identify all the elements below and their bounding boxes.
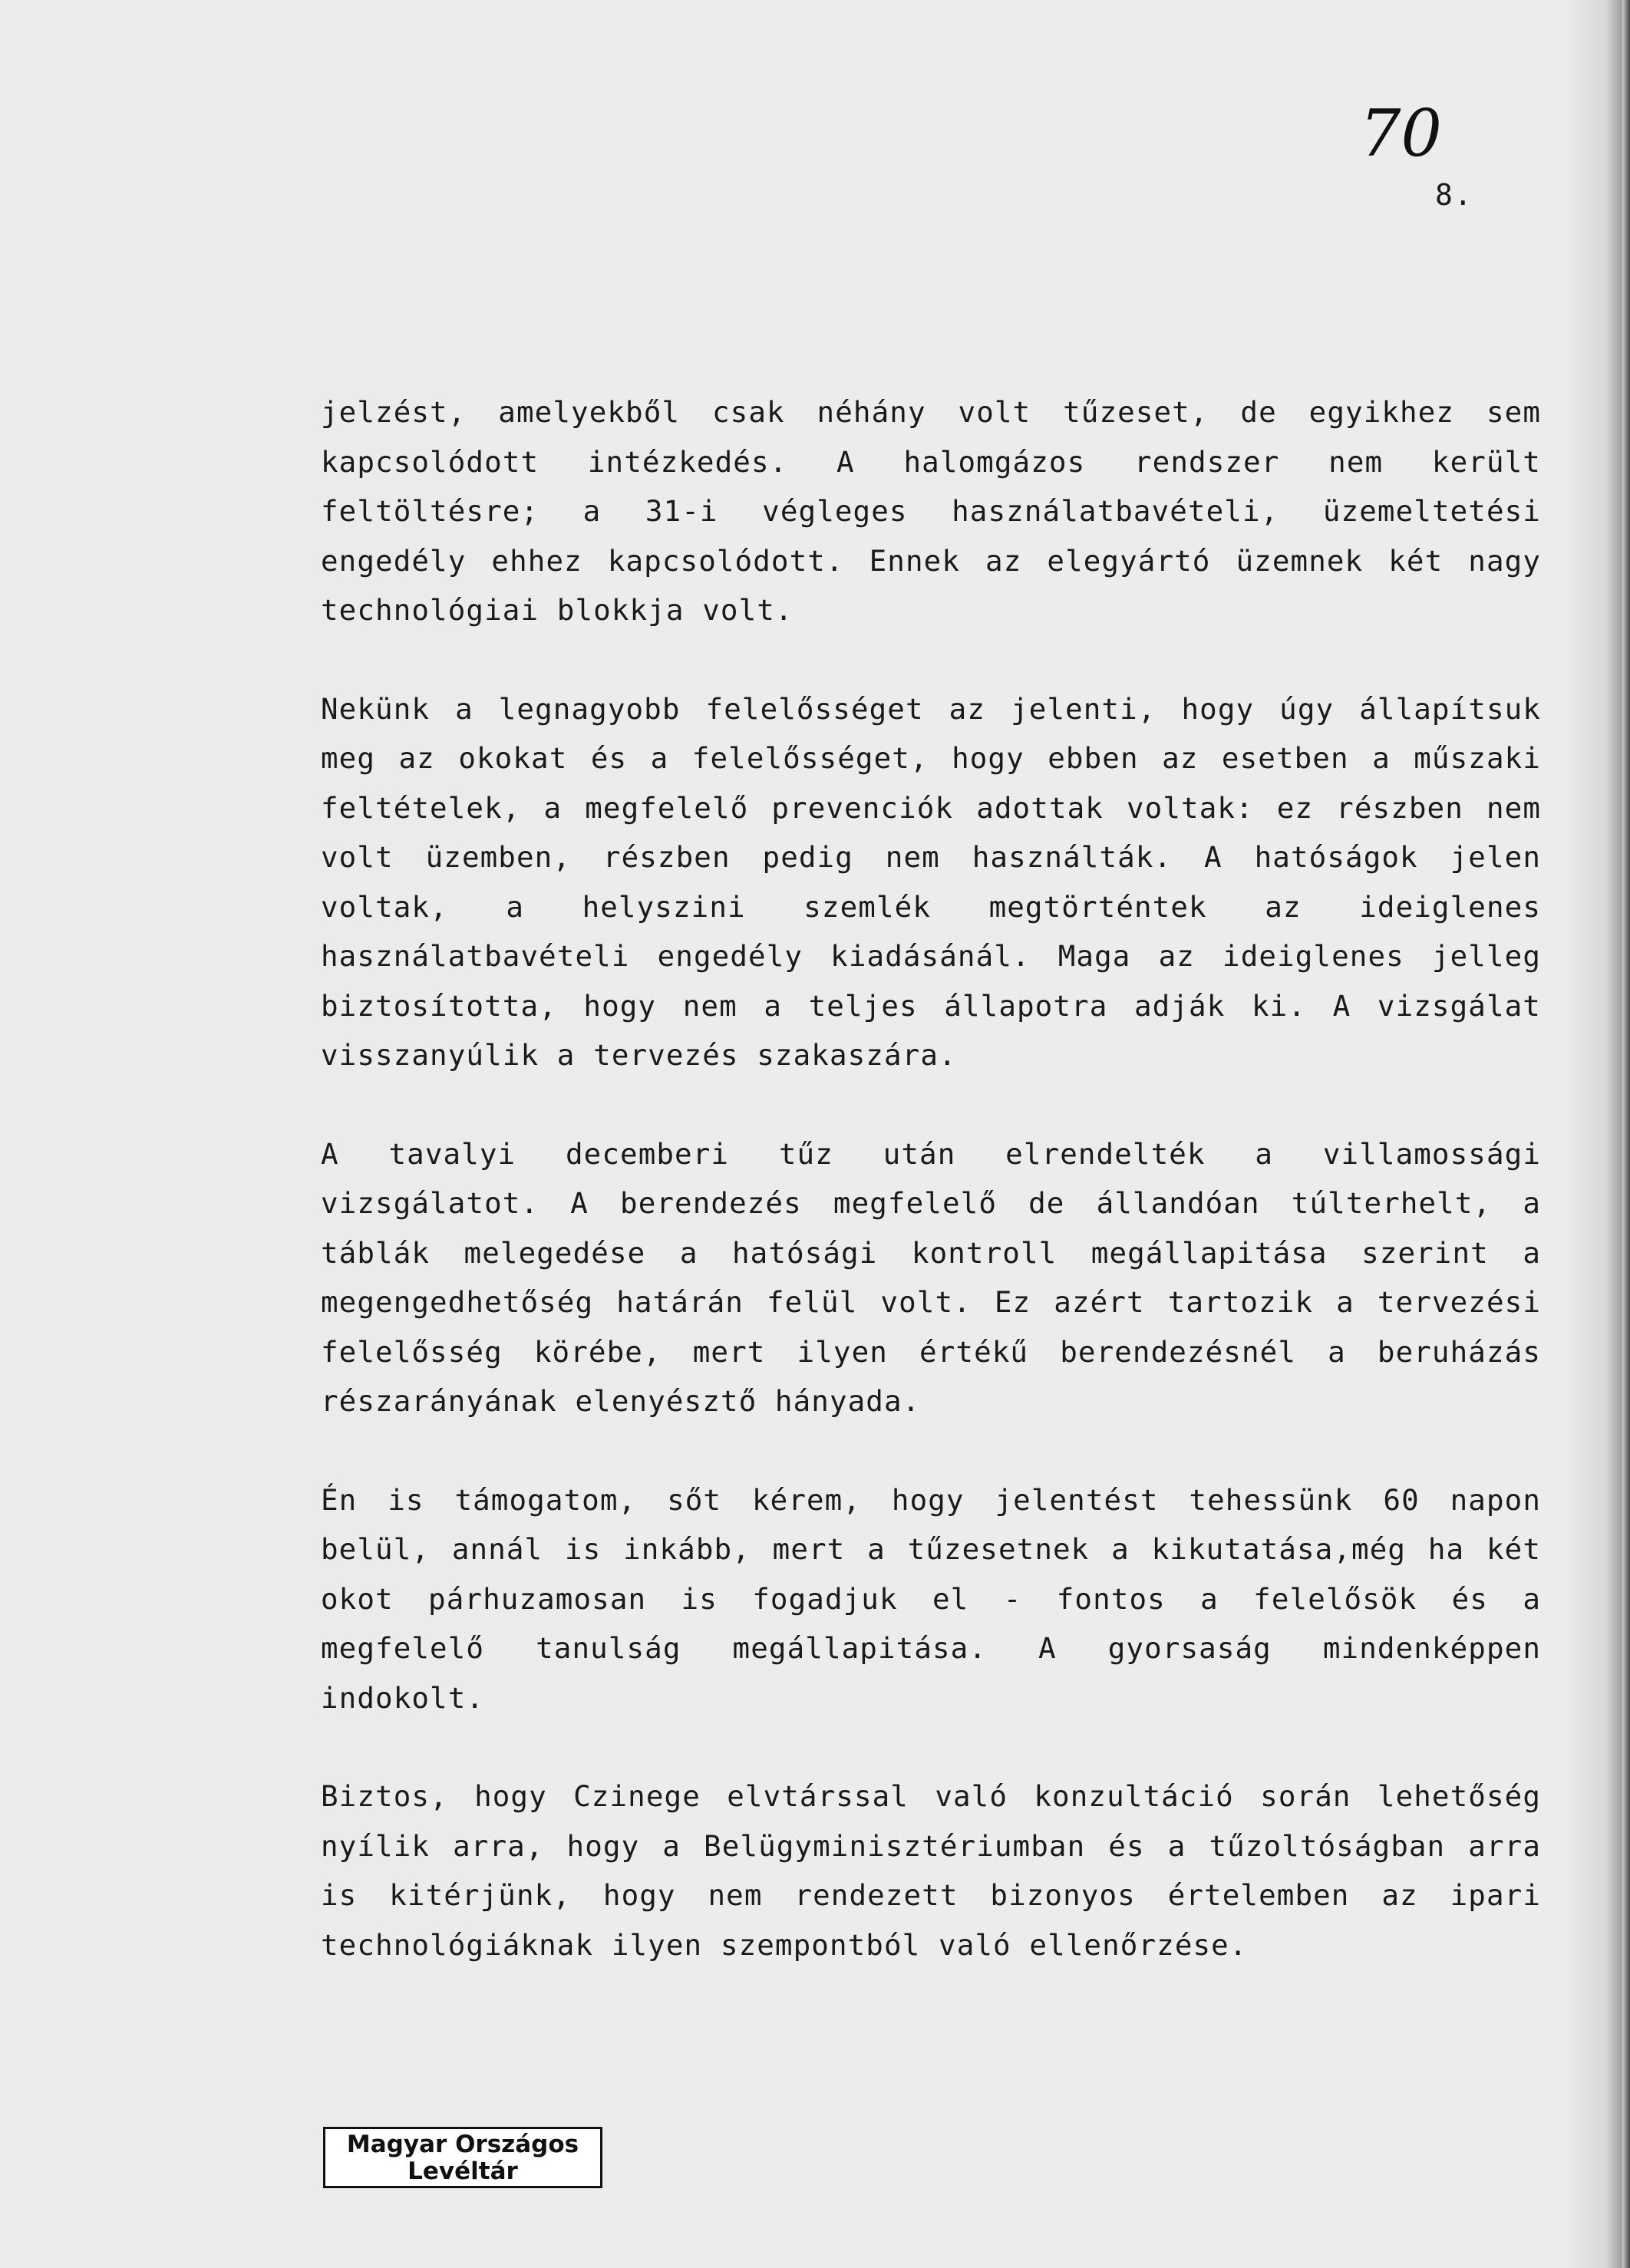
handwritten-folio-number: 70 [1360,96,1442,171]
paragraph-5: Biztos, hogy Czinege elvtárssal való konzultáció során lehetőség nyílik arra, hogy a Belügyminisztériumban és a tűzoltóságban arra is kitérjünk, hogy nem rendezett bizonyos értelemben az ipari technológiáknak ilyen szempontból való ellenőrzése. [321,1779,1541,1962]
archive-stamp-line-2: Levéltár [408,2158,518,2185]
paragraph-1: jelzést, amelyekből csak néhány volt tűzeset, de egyikhez sem kapcsolódott intézkedés. A halomgázos rendszer nem került feltöltésre; a 31-i végleges használatbavételi, üzemeltetési engedély ehhez kapcsolódott. Ennek az elegyártó üzemnek két nagy technológiai blokkja volt. [321,395,1541,627]
document-body [321,387,1541,1970]
archive-stamp [323,2127,602,2188]
paragraph-2: Nekünk a legnagyobb felelősséget az jelenti, hogy úgy állapítsuk meg az okokat és a felelősséget, hogy ebben az esetben a műszaki feltételek, a megfelelő prevenciók adottak voltak: ez részben nem volt üzemben, részben pedig nem használták. A hatóságok jelen voltak, a helyszini szemlék megtörténtek az ideiglenes használatbavételi engedély kiadásánál. Maga az ideiglenes jelleg biztosította, hogy nem a teljes állapotra adják ki. A vizsgálat visszanyúlik a tervezés szakaszára. [321,691,1541,1072]
page-edge-shadow [1622,0,1630,2268]
archive-stamp-line-1: Magyar Országos [346,2131,579,2158]
paragraph-3: A tavalyi decemberi tűz után elrendelték a villamossági vizsgálatot. A berendezés megfelelő de állandóan túlterhelt, a táblák melegedése a hatósági kontroll megállapitása szerint a megengedhetőség határán felül volt. Ez azért tartozik a tervezési felelősség körébe, mert ilyen értékű berendezésnél a beruházás részarányának elenyésztő hányada. [321,1136,1541,1418]
paragraph-4: Én is támogatom, sőt kérem, hogy jelentést tehessünk 60 napon belül, annál is inkább, mert a tűzesetnek a kikutatása,még ha két okot párhuzamosan is fogadjuk el - fontos a felelősök és a megfelelő tanulság megállapitása. A gyorsaság mindenképpen indokolt. [321,1482,1541,1715]
page-number: 8. [1435,178,1473,212]
